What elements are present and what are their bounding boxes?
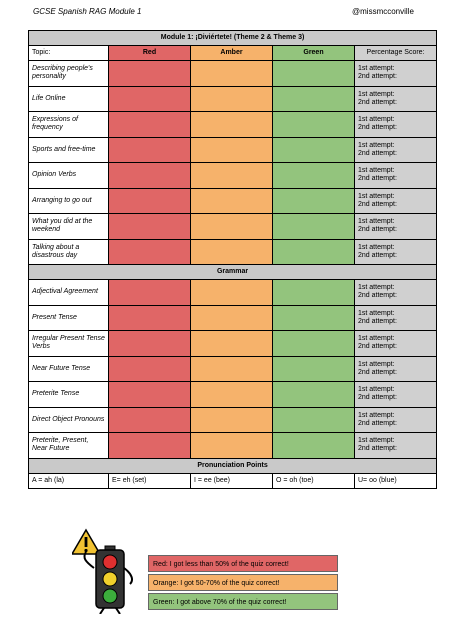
legend-red: Red: I got less than 50% of the quiz correct!: [148, 555, 338, 572]
score-cell[interactable]: 1st attempt: 2nd attempt:: [355, 305, 437, 331]
vowel-u: U= oo (blue): [355, 473, 437, 488]
amber-cell[interactable]: [191, 382, 273, 408]
amber-cell[interactable]: [191, 163, 273, 189]
red-column-header: Red: [109, 46, 191, 61]
table-row: [29, 163, 437, 189]
table-row: [29, 305, 437, 331]
red-cell[interactable]: [109, 239, 191, 265]
table-row: [29, 86, 437, 112]
red-cell[interactable]: [109, 86, 191, 112]
vowel-i: I = ee (bee): [191, 473, 273, 488]
score-cell[interactable]: 1st attempt: 2nd attempt:: [355, 61, 437, 87]
red-cell[interactable]: [109, 305, 191, 331]
table-row: [29, 61, 437, 87]
red-cell[interactable]: [109, 188, 191, 214]
vowel-e: E= eh (set): [109, 473, 191, 488]
green-cell[interactable]: [273, 382, 355, 408]
grammar-topic-cell: Adjectival Agreement: [29, 280, 109, 306]
topic-cell: Describing people's personality: [29, 61, 109, 87]
score-cell[interactable]: 1st attempt: 2nd attempt:: [355, 407, 437, 433]
green-cell[interactable]: [273, 407, 355, 433]
green-cell[interactable]: [273, 239, 355, 265]
table-row: [29, 137, 437, 163]
warning-icon: [72, 530, 100, 554]
legend-amber: Orange: I got 50-70% of the quiz correct!: [148, 574, 338, 591]
vowel-a: A = ah (la): [29, 473, 109, 488]
amber-cell[interactable]: [191, 280, 273, 306]
amber-cell[interactable]: [191, 188, 273, 214]
table-row: [29, 188, 437, 214]
table-row: [29, 356, 437, 382]
green-column-header: Green: [273, 46, 355, 61]
green-cell[interactable]: [273, 433, 355, 459]
amber-cell[interactable]: [191, 433, 273, 459]
grammar-topic-cell: Present Tense: [29, 305, 109, 331]
score-cell[interactable]: 1st attempt: 2nd attempt:: [355, 280, 437, 306]
amber-cell[interactable]: [191, 61, 273, 87]
score-cell[interactable]: 1st attempt: 2nd attempt:: [355, 137, 437, 163]
author-handle: @missmcconville: [352, 7, 414, 16]
green-cell[interactable]: [273, 163, 355, 189]
amber-cell[interactable]: [191, 86, 273, 112]
red-cell[interactable]: [109, 356, 191, 382]
amber-column-header: Amber: [191, 46, 273, 61]
red-cell[interactable]: [109, 331, 191, 357]
green-cell[interactable]: [273, 331, 355, 357]
topic-cell: Opinion Verbs: [29, 163, 109, 189]
grammar-topic-cell: Preterite Tense: [29, 382, 109, 408]
topic-cell: Expressions of frequency: [29, 112, 109, 138]
score-cell[interactable]: 1st attempt: 2nd attempt:: [355, 356, 437, 382]
score-cell[interactable]: 1st attempt: 2nd attempt:: [355, 433, 437, 459]
topic-cell: Arranging to go out: [29, 188, 109, 214]
document-title: GCSE Spanish RAG Module 1: [33, 7, 142, 16]
red-cell[interactable]: [109, 137, 191, 163]
pronunciation-section-header: Pronunciation Points: [29, 458, 437, 473]
table-row: [29, 331, 437, 357]
green-cell[interactable]: [273, 137, 355, 163]
green-cell[interactable]: [273, 214, 355, 240]
green-cell[interactable]: [273, 305, 355, 331]
grammar-topic-cell: Irregular Present Tense Verbs: [29, 331, 109, 357]
percentage-column-header: Percentage Score:: [355, 46, 437, 61]
red-cell[interactable]: [109, 61, 191, 87]
green-cell[interactable]: [273, 61, 355, 87]
table-row: [29, 214, 437, 240]
score-cell[interactable]: 1st attempt: 2nd attempt:: [355, 382, 437, 408]
score-cell[interactable]: 1st attempt: 2nd attempt:: [355, 331, 437, 357]
topic-cell: Sports and free-time: [29, 137, 109, 163]
traffic-light-icon: [72, 528, 138, 614]
red-cell[interactable]: [109, 214, 191, 240]
green-cell[interactable]: [273, 188, 355, 214]
red-cell[interactable]: [109, 382, 191, 408]
red-cell[interactable]: [109, 433, 191, 459]
table-row: [29, 382, 437, 408]
table-row: [29, 280, 437, 306]
score-cell[interactable]: 1st attempt: 2nd attempt:: [355, 163, 437, 189]
score-cell[interactable]: 1st attempt: 2nd attempt:: [355, 112, 437, 138]
topic-cell: What you did at the weekend: [29, 214, 109, 240]
table-row: [29, 433, 437, 459]
table-row: [29, 112, 437, 138]
rag-table: [28, 30, 437, 489]
table-row: [29, 407, 437, 433]
red-cell[interactable]: [109, 112, 191, 138]
table-row: [29, 239, 437, 265]
amber-cell[interactable]: [191, 331, 273, 357]
score-cell[interactable]: 1st attempt: 2nd attempt:: [355, 188, 437, 214]
amber-cell[interactable]: [191, 112, 273, 138]
module-title: Module 1: ¡Diviértete! (Theme 2 & Theme 3): [29, 31, 437, 46]
topic-cell: Talking about a disastrous day: [29, 239, 109, 265]
score-cell[interactable]: 1st attempt: 2nd attempt:: [355, 239, 437, 265]
amber-cell[interactable]: [191, 305, 273, 331]
legend-green: Green: I got above 70% of the quiz correct!: [148, 593, 338, 610]
vowel-o: O = oh (toe): [273, 473, 355, 488]
pronunciation-row: [29, 473, 437, 488]
green-cell[interactable]: [273, 86, 355, 112]
amber-cell[interactable]: [191, 407, 273, 433]
amber-cell[interactable]: [191, 214, 273, 240]
green-cell[interactable]: [273, 112, 355, 138]
red-cell[interactable]: [109, 163, 191, 189]
amber-cell[interactable]: [191, 137, 273, 163]
grammar-section-header: Grammar: [29, 265, 437, 280]
green-cell[interactable]: [273, 280, 355, 306]
topic-column-header: Topic:: [29, 46, 109, 61]
amber-cell[interactable]: [191, 239, 273, 265]
score-cell[interactable]: 1st attempt: 2nd attempt:: [355, 86, 437, 112]
red-cell[interactable]: [109, 407, 191, 433]
topic-cell: Life Online: [29, 86, 109, 112]
amber-cell[interactable]: [191, 356, 273, 382]
grammar-topic-cell: Preterite, Present, Near Future: [29, 433, 109, 459]
green-cell[interactable]: [273, 356, 355, 382]
grammar-topic-cell: Direct Object Pronouns: [29, 407, 109, 433]
red-cell[interactable]: [109, 280, 191, 306]
grammar-topic-cell: Near Future Tense: [29, 356, 109, 382]
score-cell[interactable]: 1st attempt: 2nd attempt:: [355, 214, 437, 240]
